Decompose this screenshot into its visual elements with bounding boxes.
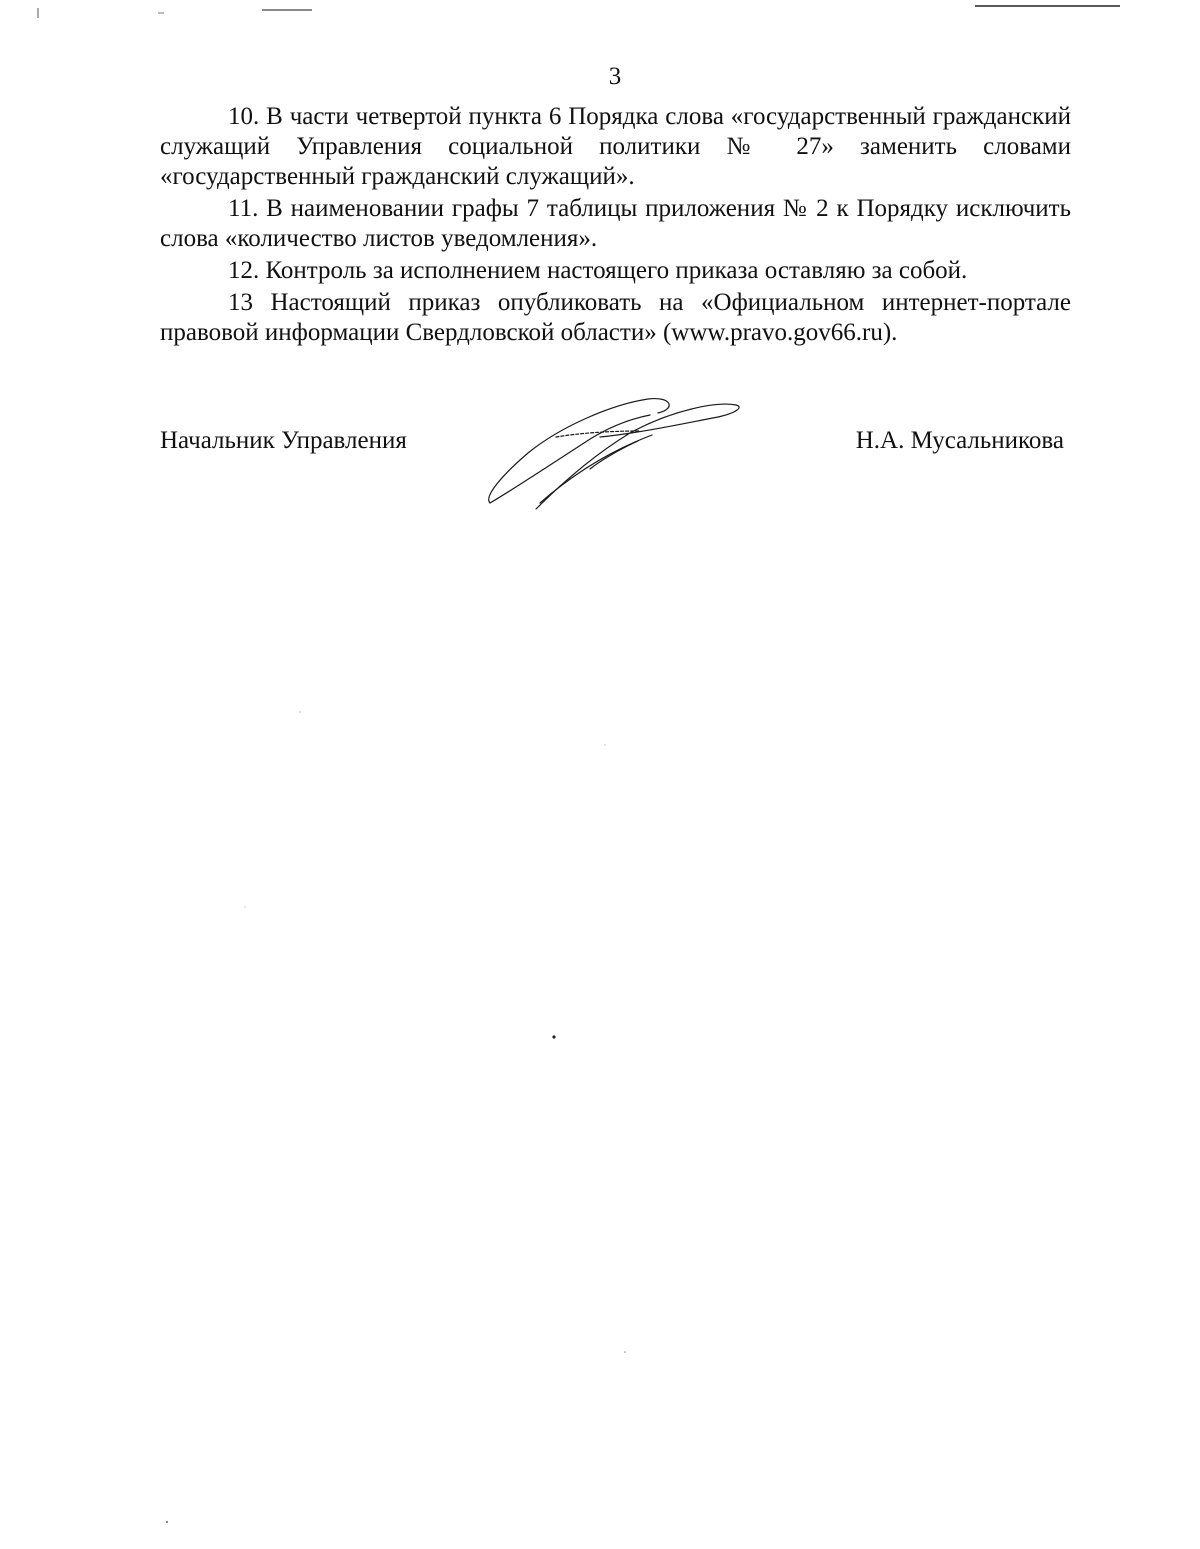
paragraph-11: 11. В наименовании графы 7 таблицы приложения № 2 к Порядку исключить слова «количество листов уведомления». xyxy=(160,195,1071,252)
signatory-name: Н.А. Мусальникова xyxy=(855,427,1064,454)
document-body xyxy=(160,102,1071,350)
signatory-title: Начальник Управления xyxy=(160,427,407,454)
paragraph-10: 10. В части четвертой пункта 6 Порядка слова «государственный гражданский служащий Управления социальной политики № 27» заменить словами «государственный гражданский служащий». xyxy=(160,103,1071,190)
paragraph-12: 12. Контроль за исполнением настоящего приказа оставляю за собой. xyxy=(228,257,968,284)
page-number: 3 xyxy=(608,63,622,90)
handwritten-signature xyxy=(480,385,750,515)
paragraph-13: 13 Настоящий приказ опубликовать на «Официальном интернет-портале правовой информации Свердловской области» (www.pravo.gov66.ru). xyxy=(160,289,1071,346)
